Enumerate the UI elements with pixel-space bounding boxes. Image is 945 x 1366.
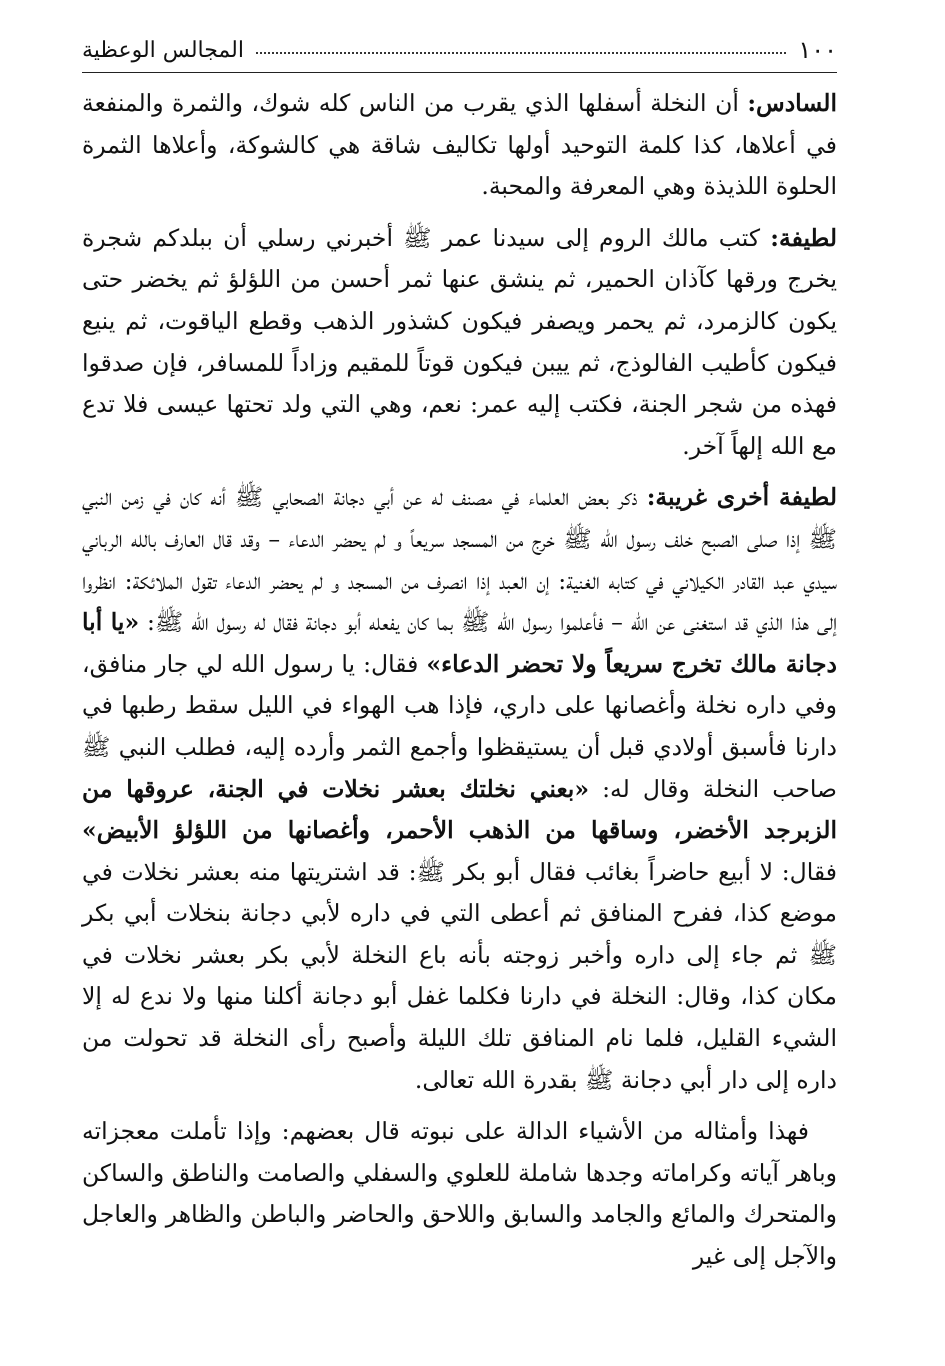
paragraph-lead: السادس: <box>747 89 837 117</box>
page-header <box>82 28 837 73</box>
page-number: ١٠٠ <box>798 36 837 64</box>
paragraph-text: فهذا وأمثاله من الأشياء الدالة على نبوته قال بعضهم: وإذا تأملت معجزاته وباهر آياته وكراماته وجدها شاملة للعلوي والسفلي والصامت والناطق والساكن والمتحرك والمائع والجامد والسابق واللاحق والحاضر والباطن والظاهر والعاجل والآجل إلى غير <box>82 1117 837 1271</box>
paragraph-text: ذكر بعض العلماء في مصنف له عن أبي دجانة الصحابي ﷺ أنه كان في زمن النبي ﷺ إذا صلى الصبح خلف رسول الله ﷺ خرج من المسجد سريعاً و لم يحضر الدعاء – وقد قال العارف بالله الرباني سيدي عبد القادر الكيلاني في كتابه الغنية: إن العبد إذا انصرف من المسجد و لم يحضر الدعاء تقول الملائكة: انظروا إلى هذا الذي قد استغنى عن الله – فأعلموا رسول الله ﷺ بما كان يفعله أبو دجانة فقال له رسول الله ﷺ: <box>82 483 837 637</box>
paragraph-text: أن النخلة أسفلها الذي يقرب من الناس كله شوك، والثمرة والمنفعة في أعلاها، كذا كلمة التوحيد أولها تكاليف شاقة هي كالشوكة، وأعلاها الثمرة الحلوة اللذيذة وهي المعرفة والمحبة. <box>82 89 837 201</box>
paragraph-text: فقال: لا أبيع حاضراً بغائب فقال أبو بكر ﷺ: قد اشتريتها منه بعشر نخلات في موضع كذا، ففرح المنافق ثم أعطى التي في داره لأبي دجانة بنخلات أبي بكر ﷺ ثم جاء إلى داره وأخبر زوجته بأنه باع النخلة لأبي بكر بعشر نخلات في مكان كذا، وقال: النخلة في دارنا فكلما غفل أبو دجانة أكلنا منها ولا ندع له إلا الشيء القليل، فلما نام المنافق تلك الليلة وأصبح رأى النخلة قد تحولت من داره إلى دار أبي دجانة ﷺ بقدرة الله تعالى. <box>82 857 837 1094</box>
hadith-quote: «بعني نخلتك بعشر نخلات في الجنة، عروقها من الزبرجد الأخضر، وساقها من الذهب الأحمر، وأغصانها من اللؤلؤ الأبيض» <box>82 774 837 845</box>
running-title: المجالس الوعظية <box>82 37 244 63</box>
paragraph-closing <box>82 1111 837 1277</box>
paragraph-latifa-ukhra <box>82 477 837 1101</box>
paragraph-text: كتب مالك الروم إلى سيدنا عمر ﷺ أخبرني رسلي أن ببلدكم شجرة يخرج ورقها كآذان الحمير، ثم ينشق عنها ثمر أحسن من اللؤلؤ ثم يخضر حتى يكون كالزمرد، ثم يحمر ويصفر فيكون كشذور الذهب وقطع الياقوت، ثم ينيع فيكون كأطيب الفالوذج، ثم ييبن فيكون قوتاً للمقيم وزاداً للمسافر، فإن صدقوا فهذه من شجر الجنة، فكتب إليه عمر: نعم، وهي التي ولد تحتها عيسى فلا تدع مع الله إلهاً آخر. <box>82 223 837 460</box>
header-dotted-leader <box>256 52 786 54</box>
paragraph-sixth <box>82 83 837 208</box>
paragraph-text: فقال: يا رسول الله لي جار منافق، وفي داره نخلة وأغصانها على داري، فإذا هب الهواء في الليل سقط رطبها في دارنا فأسبق أولادي قبل أن يستيقظوا وأجمع الثمر وأرده إليه، فطلب النبي ﷺ صاحب النخلة وقال له: <box>82 649 838 803</box>
paragraph-latifa <box>82 218 837 468</box>
paragraph-lead: لطيفة: <box>770 223 837 252</box>
paragraph-lead: لطيفة أخرى غريبة: <box>646 483 837 512</box>
hadith-quote: «يا أبا دجانة مالك تخرج سريعاً ولا تحضر الدعاء» <box>82 608 837 678</box>
